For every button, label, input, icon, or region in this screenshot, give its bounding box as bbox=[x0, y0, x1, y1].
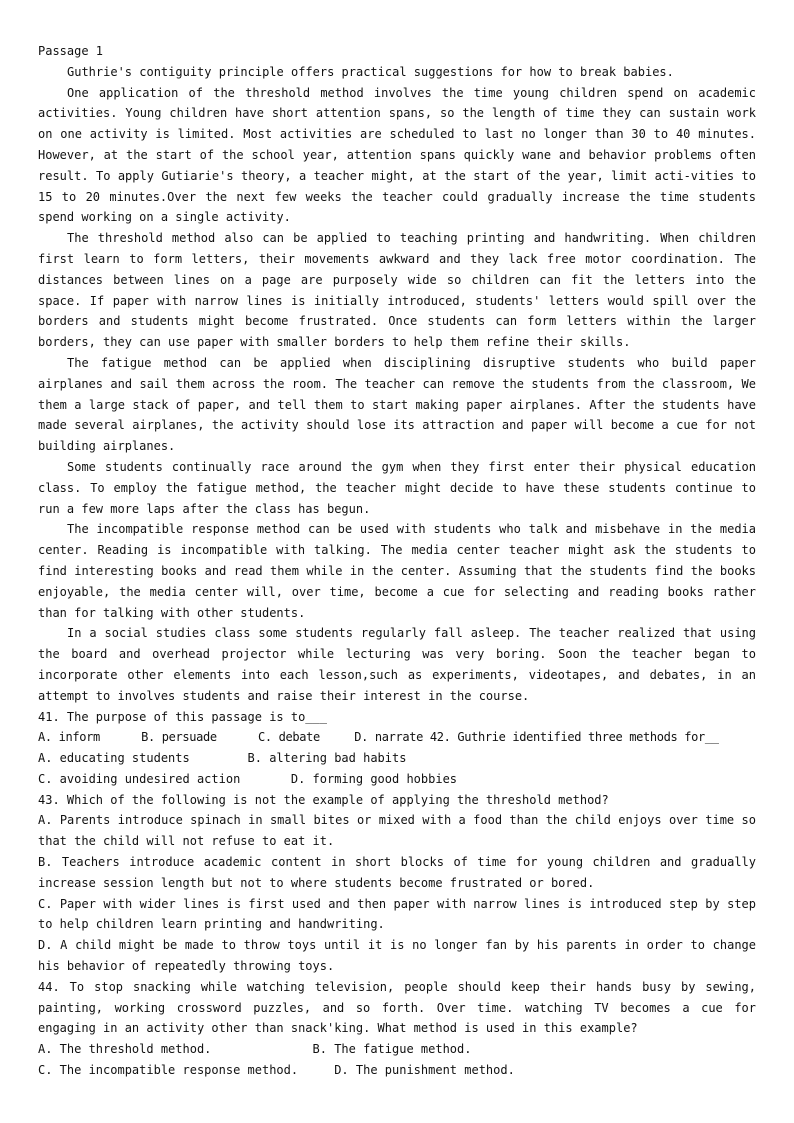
question-43-stem: 43. Which of the following is not the example of applying the threshold method? bbox=[38, 792, 609, 807]
question-41-stem: 41. The purpose of this passage is to___ bbox=[38, 709, 327, 724]
question-44-options-row-1: A. The threshold method. B. The fatigue method. bbox=[38, 1042, 472, 1057]
paragraph-threshold-activities: One application of the threshold method involves the time young children spend on academic activities. Young children have short attention spans, so the length of time they can sustain work on one activity is limited. Most activities are scheduled to last no longer than 30 to 40 minutes. However, at the start of the school year, attention spans quickly wane and behavior problems often result. To apply Gutiarie's theory, a teacher might, at the start of the year, limit acti-vities to 15 to 20 minutes.Over the next few weeks the teacher could gradually increase the time students spend working on a single activity. bbox=[38, 85, 756, 225]
passage-title: Passage 1 bbox=[38, 44, 104, 58]
question-42-options-row-2: C. avoiding undesired action D. forming good hobbies bbox=[38, 771, 458, 786]
paragraph-incompatible-media-center: The incompatible response method can be used with students who talk and misbehave in the media center. Reading is incompatible with talking. The media center teacher might ask the students to find interesting books and read them while in the center. Assuming that the students find the books enjoyable, the media center will, over time, become a cue for selecting and reading books rather than for talking with other students. bbox=[38, 522, 756, 620]
question-44-stem: 44. To stop snacking while watching television, people should keep their hands busy by sewing, painting, working crossword puzzles, and so forth. Over time. watching TV becomes a cue for engaging in an activity other than snack'king. What method is used in this example? bbox=[38, 979, 756, 1036]
question-43-option-b: B. Teachers introduce academic content in short blocks of time for young children and gradually increase session length but not to where students become frustrated or bored. bbox=[38, 855, 756, 890]
question-43-option-a: A. Parents introduce spinach in small bites or mixed with a food than the child enjoys over time so that the child will not refuse to eat it. bbox=[38, 813, 756, 849]
paragraph-intro: Guthrie's contiguity principle offers practical suggestions for how to break babies. bbox=[67, 64, 674, 79]
paragraph-fatigue-gym: Some students continually race around the gym when they first enter their physical education class. To employ the fatigue method, the teacher might decide to have these students continue to run a few more laps after the class has begun. bbox=[38, 459, 756, 516]
question-43-option-c: C. Paper with wider lines is first used and then paper with narrow lines is introduced step by step to help children learn printing and handwriting. bbox=[38, 896, 756, 932]
paragraph-threshold-handwriting: The threshold method also can be applied to teaching printing and handwriting. When children first learn to form letters, their movements awkward and they lack free motor coordination. The distances between lines on a page are purposely wide so children can fit the letters into the space. If paper with narrow lines is initially introduced, students' letters would spill over the borders and students might become frustrated. Once students can form letters within the larger borders, they can use paper with smaller borders to help them refine their skills. bbox=[38, 231, 756, 350]
paragraph-incompatible-social-studies: In a social studies class some students regularly fall asleep. The teacher realized that using the board and overhead projector while lecturing was very boring. Soon the teacher began to incorporate other elements into each lesson,such as experiments, videotapes, and debates, in an attempt to involves students and raise their interest in the course. bbox=[38, 626, 756, 703]
document-page bbox=[38, 41, 756, 1081]
question-44-options-row-2: C. The incompatible response method. D. The punishment method. bbox=[38, 1063, 515, 1078]
question-41-options-and-42-stem: A. inform B. persuade C. debate D. narrate 42. Guthrie identified three methods for__ bbox=[38, 730, 719, 745]
paragraph-fatigue-airplanes: The fatigue method can be applied when disciplining disruptive students who build paper airplanes and sail them across the room. The teacher can remove the students from the classroom, We them a large stack of paper, and tell them to start making paper airplanes. After the students have made several airplanes, the activity should lose its attraction and paper will become a cue for not building airplanes. bbox=[38, 355, 756, 454]
question-43-option-d: D. A child might be made to throw toys until it is no longer fan by his parents in order to change his behavior of repeatedly throwing toys. bbox=[38, 938, 756, 974]
question-42-options-row-1: A. educating students B. altering bad habits bbox=[38, 751, 407, 766]
